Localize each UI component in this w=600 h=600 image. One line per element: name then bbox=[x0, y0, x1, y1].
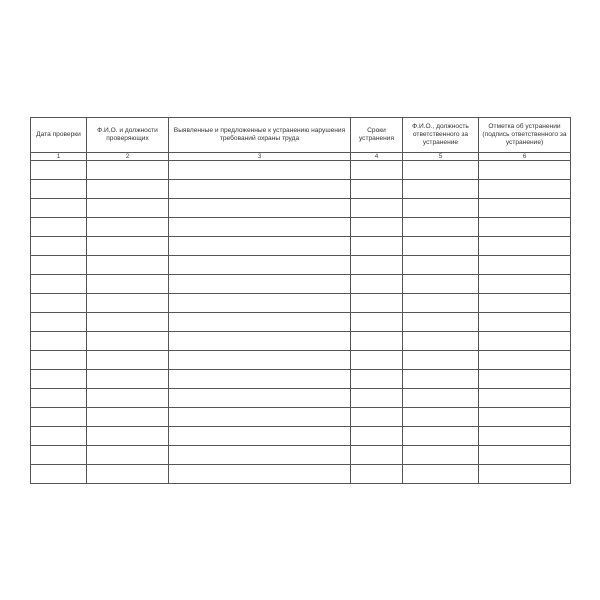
table-cell bbox=[87, 218, 169, 237]
table-cell bbox=[31, 332, 87, 351]
table-cell bbox=[351, 275, 403, 294]
table-cell bbox=[169, 389, 351, 408]
header-responsible-person: Ф.И.О., должность ответственного за устранение bbox=[403, 118, 479, 153]
header-elimination-mark: Отметка об устранении (подпись ответственного за устранение) bbox=[479, 118, 571, 153]
table-row bbox=[31, 161, 571, 180]
table-cell bbox=[169, 199, 351, 218]
table-cell bbox=[403, 465, 479, 484]
table-row bbox=[31, 370, 571, 389]
table-cell bbox=[351, 161, 403, 180]
table-cell bbox=[87, 237, 169, 256]
table-cell bbox=[351, 180, 403, 199]
table-cell bbox=[31, 313, 87, 332]
table-row bbox=[31, 180, 571, 199]
table-row bbox=[31, 199, 571, 218]
table-cell bbox=[479, 313, 571, 332]
table-cell bbox=[479, 446, 571, 465]
table-cell bbox=[403, 351, 479, 370]
table-cell bbox=[479, 275, 571, 294]
table-cell bbox=[351, 351, 403, 370]
table-cell bbox=[169, 332, 351, 351]
column-number: 2 bbox=[87, 153, 169, 161]
table-cell bbox=[403, 446, 479, 465]
table-cell bbox=[87, 313, 169, 332]
table-cell bbox=[31, 370, 87, 389]
table-row bbox=[31, 237, 571, 256]
table-cell bbox=[87, 370, 169, 389]
table-cell bbox=[403, 294, 479, 313]
table-cell bbox=[87, 161, 169, 180]
header-row bbox=[31, 118, 571, 153]
table-cell bbox=[351, 332, 403, 351]
table-cell bbox=[479, 427, 571, 446]
table-cell bbox=[403, 237, 479, 256]
table-cell bbox=[169, 313, 351, 332]
table-cell bbox=[31, 351, 87, 370]
table-cell bbox=[87, 332, 169, 351]
table-cell bbox=[351, 294, 403, 313]
table-cell bbox=[403, 408, 479, 427]
table-cell bbox=[169, 237, 351, 256]
table-row bbox=[31, 465, 571, 484]
table-cell bbox=[479, 256, 571, 275]
table-cell bbox=[479, 332, 571, 351]
column-number-row bbox=[31, 153, 571, 161]
table-cell bbox=[87, 389, 169, 408]
header-deadlines: Сроки устранения bbox=[351, 118, 403, 153]
table-row bbox=[31, 294, 571, 313]
table-row bbox=[31, 351, 571, 370]
table-cell bbox=[87, 256, 169, 275]
table-cell bbox=[31, 408, 87, 427]
table-cell bbox=[351, 446, 403, 465]
table-row bbox=[31, 389, 571, 408]
table-cell bbox=[403, 218, 479, 237]
table-body bbox=[31, 161, 571, 484]
column-number: 1 bbox=[31, 153, 87, 161]
table-cell bbox=[31, 256, 87, 275]
table-cell bbox=[403, 199, 479, 218]
table-cell bbox=[87, 199, 169, 218]
table-cell bbox=[87, 446, 169, 465]
column-number: 6 bbox=[479, 153, 571, 161]
table-cell bbox=[351, 370, 403, 389]
table-cell bbox=[87, 294, 169, 313]
table-cell bbox=[351, 427, 403, 446]
table-cell bbox=[169, 161, 351, 180]
table-cell bbox=[31, 180, 87, 199]
table-cell bbox=[479, 389, 571, 408]
table-cell bbox=[87, 465, 169, 484]
table-cell bbox=[479, 370, 571, 389]
table-cell bbox=[31, 218, 87, 237]
table-cell bbox=[87, 180, 169, 199]
table-cell bbox=[403, 161, 479, 180]
table-cell bbox=[169, 275, 351, 294]
table-cell bbox=[479, 199, 571, 218]
table-cell bbox=[87, 408, 169, 427]
table-cell bbox=[403, 275, 479, 294]
table-cell bbox=[87, 427, 169, 446]
table-cell bbox=[351, 218, 403, 237]
table-cell bbox=[479, 218, 571, 237]
table-cell bbox=[169, 256, 351, 275]
table-cell bbox=[479, 237, 571, 256]
table-cell bbox=[169, 180, 351, 199]
table-cell bbox=[403, 389, 479, 408]
table-cell bbox=[169, 218, 351, 237]
table-row bbox=[31, 218, 571, 237]
table-row bbox=[31, 408, 571, 427]
table-cell bbox=[31, 161, 87, 180]
table-cell bbox=[31, 427, 87, 446]
table-row bbox=[31, 332, 571, 351]
table-cell bbox=[351, 199, 403, 218]
table-cell bbox=[169, 427, 351, 446]
header-violations: Выявленные и предложенные к устранению нарушения требований охраны труда bbox=[169, 118, 351, 153]
table-cell bbox=[403, 180, 479, 199]
table-cell bbox=[351, 256, 403, 275]
table-cell bbox=[351, 237, 403, 256]
header-inspectors: Ф.И.О. и должности проверяющих bbox=[87, 118, 169, 153]
table-cell bbox=[403, 427, 479, 446]
table-row bbox=[31, 427, 571, 446]
table-cell bbox=[403, 313, 479, 332]
table-cell bbox=[351, 465, 403, 484]
table-cell bbox=[31, 294, 87, 313]
table-cell bbox=[31, 275, 87, 294]
table-cell bbox=[169, 351, 351, 370]
table-row bbox=[31, 256, 571, 275]
table-cell bbox=[403, 370, 479, 389]
table-cell bbox=[169, 294, 351, 313]
column-number: 4 bbox=[351, 153, 403, 161]
table-row bbox=[31, 275, 571, 294]
table-cell bbox=[87, 275, 169, 294]
table-cell bbox=[479, 465, 571, 484]
table-cell bbox=[31, 389, 87, 408]
table-cell bbox=[31, 199, 87, 218]
table-cell bbox=[479, 180, 571, 199]
column-number: 5 bbox=[403, 153, 479, 161]
table-cell bbox=[169, 465, 351, 484]
table-cell bbox=[479, 408, 571, 427]
table-cell bbox=[31, 237, 87, 256]
table-cell bbox=[351, 313, 403, 332]
table-cell bbox=[479, 294, 571, 313]
column-number: 3 bbox=[169, 153, 351, 161]
table-cell bbox=[169, 446, 351, 465]
table-cell bbox=[87, 351, 169, 370]
table-cell bbox=[403, 256, 479, 275]
table-cell bbox=[351, 408, 403, 427]
table-cell bbox=[169, 408, 351, 427]
inspection-register-table bbox=[30, 117, 571, 484]
table-row bbox=[31, 446, 571, 465]
table-cell bbox=[169, 370, 351, 389]
header-inspection-date: Дата проверки bbox=[31, 118, 87, 153]
table-cell bbox=[351, 389, 403, 408]
table-cell bbox=[403, 332, 479, 351]
table-cell bbox=[479, 161, 571, 180]
table-row bbox=[31, 313, 571, 332]
table-cell bbox=[31, 446, 87, 465]
table-cell bbox=[479, 351, 571, 370]
table-cell bbox=[31, 465, 87, 484]
